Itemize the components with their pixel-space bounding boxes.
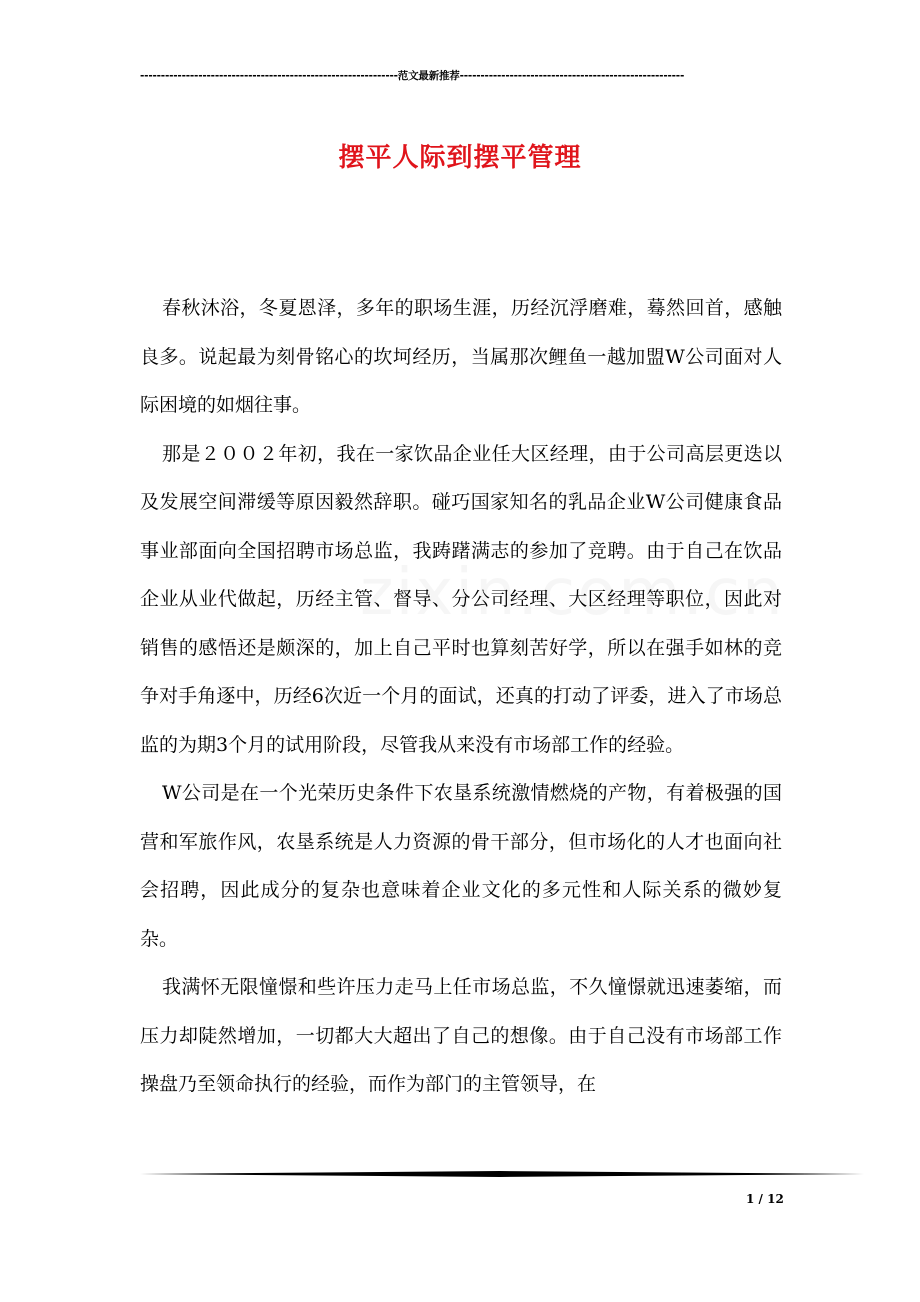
document-body xyxy=(140,284,782,1109)
footer-divider xyxy=(140,1168,864,1182)
paragraph: 春秋沐浴，冬夏恩泽，多年的职场生涯，历经沉浮磨难，蓦然回首，感触良多。说起最为刻骨铭心的坎坷经历，当属那次鲤鱼一越加盟W公司面对人际困境的如烟往事。 xyxy=(140,297,782,416)
paragraph: 那是２００２年初，我在一家饮品企业任大区经理，由于公司高层更迭以及发展空间滞缓等原因毅然辞职。碰巧国家知名的乳品企业W公司健康食品事业部面向全国招聘市场总监，我踌躇满志的参加了竞聘。由于自己在饮品企业从业代做起，历经主管、督导、分公司经理、大区经理等职位，因此对销售的感悟还是颇深的，加上自己平时也算刻苦好学，所以在强手如林的竞争对手角逐中，历经6次近一个月的面试，还真的打动了评委，进入了市场总监的为期3个月的试用阶段，尽管我从来没有市场部工作的经验。 xyxy=(140,442,782,756)
header-banner: --------------------------------------------------------------范文最新推荐------------------------------------------------------ xyxy=(140,70,685,82)
page-number: 1 / 12 xyxy=(746,1192,784,1206)
paragraph: 我满怀无限憧憬和些许压力走马上任市场总监，不久憧憬就迅速萎缩，而压力却陡然增加，一切都大大超出了自己的想像。由于自己没有市场部工作操盘乃至领命执行的经验，而作为部门的主管领导，在 xyxy=(140,976,782,1095)
paragraph: W公司是在一个光荣历史条件下农垦系统激情燃烧的产物，有着极强的国营和军旅作风，农垦系统是人力资源的骨干部分，但市场化的人才也面向社会招聘，因此成分的复杂也意味着企业文化的多元性和人际关系的微妙复杂。 xyxy=(140,782,782,950)
document-title: 摆平人际到摆平管理 xyxy=(338,143,582,174)
